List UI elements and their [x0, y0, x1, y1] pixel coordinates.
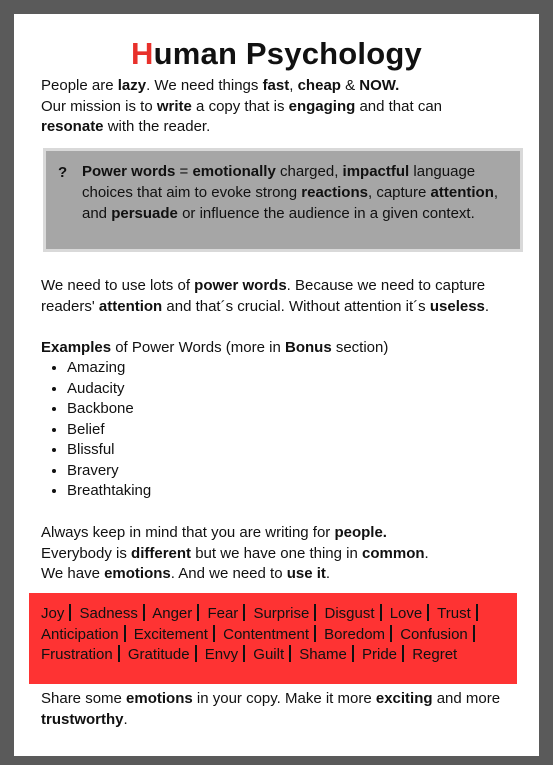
bold-span: engaging — [288, 97, 356, 115]
emotion-word: Gratitude — [127, 646, 190, 663]
separator-bar — [124, 625, 126, 642]
emotion-word: Trust — [437, 605, 471, 622]
text-span: . We need things — [146, 77, 263, 94]
closing-paragraph — [41, 689, 533, 730]
text-span: , capture — [367, 184, 431, 201]
emotion-word: Confusion — [400, 625, 468, 643]
list-item: • Breathtaking — [67, 481, 151, 502]
text-span: Our mission is to — [41, 97, 157, 115]
intro-line-2 — [41, 97, 533, 118]
intro-paragraph — [41, 76, 533, 138]
bold-span: Examples — [41, 339, 112, 356]
bold-span: emotions — [104, 565, 171, 582]
text-span: Always keep in mind that you are writing for — [41, 524, 335, 541]
separator-bar — [402, 645, 404, 662]
intro-line-1 — [41, 76, 533, 97]
text-span: . And we need to — [170, 565, 287, 582]
text-span: of Power Words (more in — [111, 339, 285, 356]
separator-bar — [352, 645, 354, 662]
bold-span: common — [362, 544, 425, 562]
emotion-word: Disgust — [324, 605, 375, 622]
bold-span: exciting — [375, 690, 433, 707]
title-rest: uman Psychology — [153, 36, 422, 71]
bold-span: Bonus — [285, 339, 332, 356]
text-span: We have — [41, 565, 105, 582]
emotion-word: Anticipation — [41, 625, 119, 643]
bold-span: attention — [430, 184, 494, 201]
text-span: = — [175, 163, 193, 180]
separator-bar — [390, 625, 392, 642]
emotion-word: Envy — [204, 646, 239, 663]
text-span: . — [123, 710, 128, 728]
examples-heading — [41, 338, 533, 359]
emotion-word: Regret — [412, 646, 458, 663]
separator-bar — [243, 604, 245, 621]
callout-text — [82, 161, 512, 224]
bold-span: attention — [98, 297, 163, 315]
power-words-callout — [43, 148, 523, 252]
bold-span: emotionally — [192, 163, 276, 180]
document-page — [14, 14, 539, 756]
emotion-word: Frustration — [41, 646, 113, 663]
separator-bar — [143, 604, 145, 621]
text-span: with the reader. — [103, 118, 211, 135]
bold-span: people. — [334, 524, 387, 541]
emotion-word: Boredom — [324, 625, 386, 643]
keep-line-2 — [41, 544, 533, 565]
bold-span: different — [131, 544, 192, 562]
bold-span: use it — [286, 565, 326, 582]
text-span: in your copy. Make it more — [192, 690, 376, 707]
emotion-word: Anger — [152, 605, 193, 622]
text-span: and that can — [355, 97, 443, 115]
bold-span: trustworthy — [41, 710, 124, 728]
separator-bar — [195, 645, 197, 662]
bold-span: impactful — [342, 163, 410, 180]
bold-span: power words — [194, 277, 287, 294]
text-span: . Because we need to capture readers' — [41, 277, 486, 315]
separator-bar — [289, 645, 291, 662]
separator-bar — [197, 604, 199, 621]
emotion-word: Contentment — [223, 625, 309, 643]
separator-bar — [476, 604, 478, 621]
text-span: People are — [41, 77, 118, 94]
bold-span: useless — [429, 297, 485, 315]
text-span: . — [484, 297, 490, 315]
text-span: and that´s crucial. Without attention it´s — [162, 297, 430, 315]
text-span: & — [340, 77, 360, 94]
list-item: • Blissful — [67, 440, 151, 461]
bold-span: Power words — [82, 163, 176, 180]
separator-bar — [243, 645, 245, 662]
text-span: language choices that aim to evoke strong — [82, 163, 476, 201]
text-span: , — [289, 77, 298, 94]
separator-bar — [69, 604, 71, 621]
text-span: . — [424, 544, 429, 562]
text-span: Everybody is — [41, 544, 132, 562]
title-accent-letter: H — [131, 36, 154, 71]
separator-bar — [427, 604, 429, 621]
separator-bar — [314, 625, 316, 642]
bold-span: write — [156, 97, 192, 115]
emotion-word: Sadness — [79, 605, 138, 622]
question-mark-icon: ? — [58, 164, 68, 181]
text-span: or influence the audience in a given context. — [177, 205, 475, 222]
text-span: but we have one thing in — [191, 544, 363, 562]
bold-span: cheap — [297, 77, 341, 94]
keep-line-1 — [41, 523, 533, 544]
text-span: a copy that is — [191, 97, 289, 115]
emotion-word: Guilt — [253, 646, 285, 663]
examples-list — [41, 358, 151, 502]
power-words-paragraph — [41, 276, 533, 317]
keep-line-3 — [41, 564, 533, 585]
list-item: • Bravery — [67, 461, 151, 482]
list-item: • Amazing — [67, 358, 151, 379]
bold-span: fast — [262, 77, 290, 94]
text-span: Share some — [41, 690, 127, 707]
separator-bar — [314, 604, 316, 621]
emotions-box — [29, 593, 517, 684]
keep-in-mind-paragraph — [41, 523, 533, 585]
emotion-word: Excitement — [133, 625, 208, 643]
text-span: and more — [432, 690, 501, 707]
text-span: , and — [82, 184, 499, 222]
emotion-word: Shame — [299, 646, 347, 663]
text-span: section) — [331, 339, 389, 356]
text-span: . — [325, 565, 331, 582]
emotion-word: Pride — [362, 646, 398, 663]
list-item: • Belief — [67, 420, 151, 441]
list-item: • Backbone — [67, 399, 151, 420]
bold-span: lazy — [117, 77, 147, 94]
emotion-word: Love — [389, 605, 423, 622]
bold-span: resonate — [41, 118, 104, 135]
text-span: charged, — [275, 163, 343, 180]
page-title — [14, 36, 539, 72]
emotion-word: Surprise — [253, 605, 310, 622]
separator-bar — [118, 645, 120, 662]
text-span: We need to use lots of — [41, 277, 195, 294]
bold-span: emotions — [126, 690, 193, 707]
emotion-word: Fear — [207, 605, 239, 622]
list-item: • Audacity — [67, 379, 151, 400]
intro-line-3 — [41, 117, 533, 138]
bold-span: NOW. — [359, 77, 400, 94]
bold-span: reactions — [301, 184, 368, 201]
separator-bar — [473, 625, 475, 642]
separator-bar — [380, 604, 382, 621]
bold-span: persuade — [111, 205, 178, 222]
separator-bar — [213, 625, 215, 642]
emotion-word: Joy — [41, 605, 65, 622]
